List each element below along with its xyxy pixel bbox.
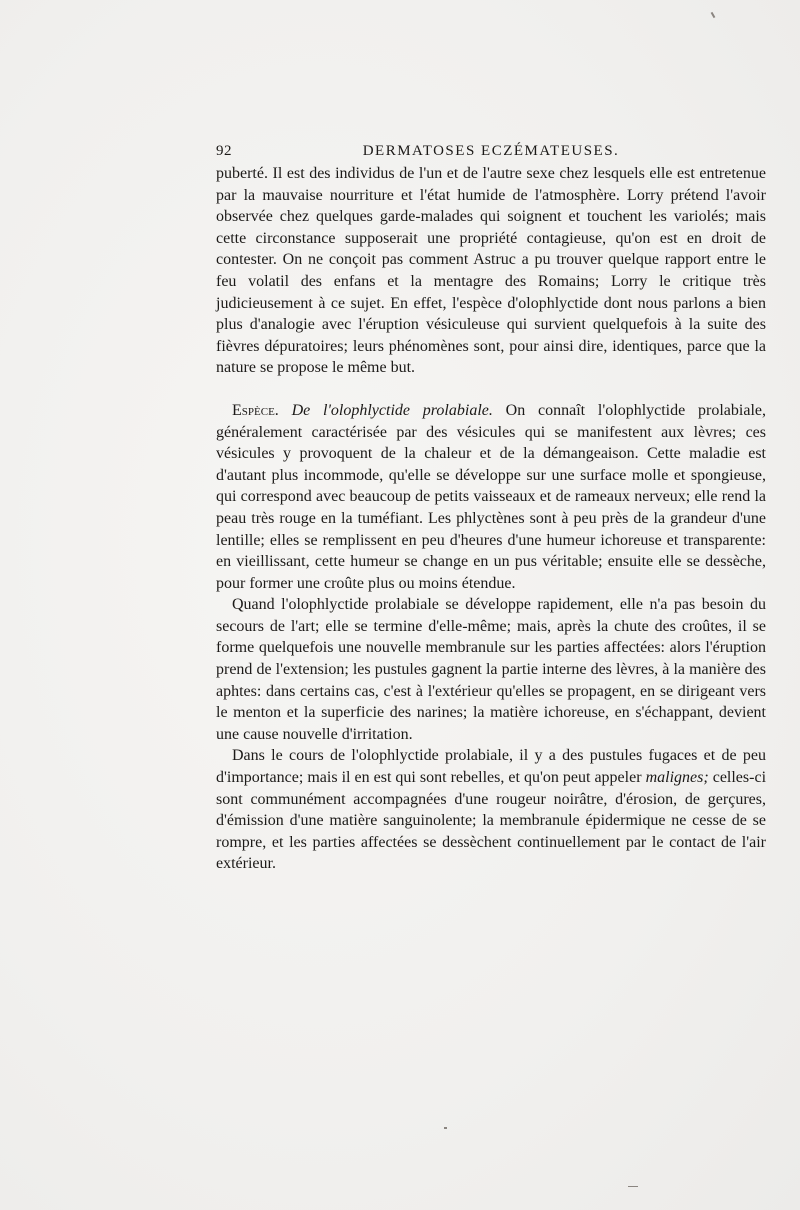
paragraph-malignant-pustules	[216, 745, 766, 875]
page-header	[216, 143, 766, 163]
italic-term-malignes: malignes;	[645, 769, 709, 787]
paper-speck	[444, 1127, 447, 1129]
section-title: De l'olophlyctide prolabiale.	[291, 401, 493, 419]
section-spacer	[216, 379, 766, 400]
paragraph-rapid-development: Quand l'olophlyctide prolabiale se développe rapidement, elle n'a pas besoin du secours de l'art; elle se termine d'elle-même; mais, après la chute des croûtes, il se forme quelquefois une nouvelle membranule sur les parties affectées: alors l'éruption prend de l'extension; les pustules gagnent la partie interne des lèvres, à la manière des aphtes: dans certains cas, c'est à l'extérieur qu'elles se propagent, en se dirigeant vers le menton et la superficie des narines; la matière ichoreuse, en s'échappant, devient une cause nouvelle d'irritation.	[216, 596, 766, 743]
body-text	[216, 163, 766, 875]
section-label: Espèce.	[232, 401, 279, 419]
paper-speck	[628, 1186, 638, 1187]
paragraph-espece-text: On connaît l'olophlyctide prolabiale, généralement caractérisée par des vésicules qui se manifestent aux lèvres; ces vésicules y provoquent de la chaleur et de la démangeaison. Cette maladie est d'autant plus incommode, qu'elle se développe sur une surface molle et spongieuse, qui correspond avec beaucoup de petits vaisseaux et de rameaux nerveux; elle rend la peau très rouge en la tuméfiant. Les phlyctènes sont à peu près de la grandeur d'une lentille; elles se remplissent en peu d'heures d'une humeur ichoreuse et transparente: en vieillissant, cette humeur se change en un pus véritable; ensuite elle se dessèche, pour former une croûte plus ou moins étendue.	[216, 401, 766, 592]
paragraph-malignant-end: celles-ci sont communément accompagnées d'une rougeur noirâtre, d'érosion, de gerçures, d'émission d'une matière sanguinolente; la membranule épidermique ne cesse de se rompre, et les parties affectées se dessèchent continuellement par le contact de l'air extérieur.	[216, 769, 767, 873]
page-number: 92	[216, 143, 232, 159]
paragraph-espece	[216, 400, 766, 594]
paragraph-malignant-start: Dans le cours de l'olophlyctide prolabiale, il y a des pustules fugaces et de peu d'importance; mais il en est qui sont rebelles, et qu'on peut appeler	[216, 747, 766, 787]
paragraph-continuation: puberté. Il est des individus de l'un et de l'autre sexe chez lesquels elle est entretenue par la mauvaise nourriture et l'état humide de l'atmosphère. Lorry prétend l'avoir observée chez quelques garde-malades qui soignent et touchent les variolés; mais cette circonstance supposerait une propriété contagieuse, qu'on est en droit de contester. On ne conçoit pas comment Astruc a pu trouver quelque rapport entre le feu volatil des enfans et la mentagre des Romains; Lorry le critique très judicieusement à ce sujet. En effet, l'espèce d'olophlyctide dont nous parlons a bien plus d'analogie avec l'éruption vésiculeuse qui survient quelquefois à la suite des fièvres dépuratoires; leurs phénomènes sont, pour ainsi dire, identiques, parce que la nature se propose le même but.	[216, 165, 766, 377]
paper-speck	[711, 12, 716, 18]
running-title: DERMATOSES ECZÉMATEUSES.	[362, 143, 620, 159]
